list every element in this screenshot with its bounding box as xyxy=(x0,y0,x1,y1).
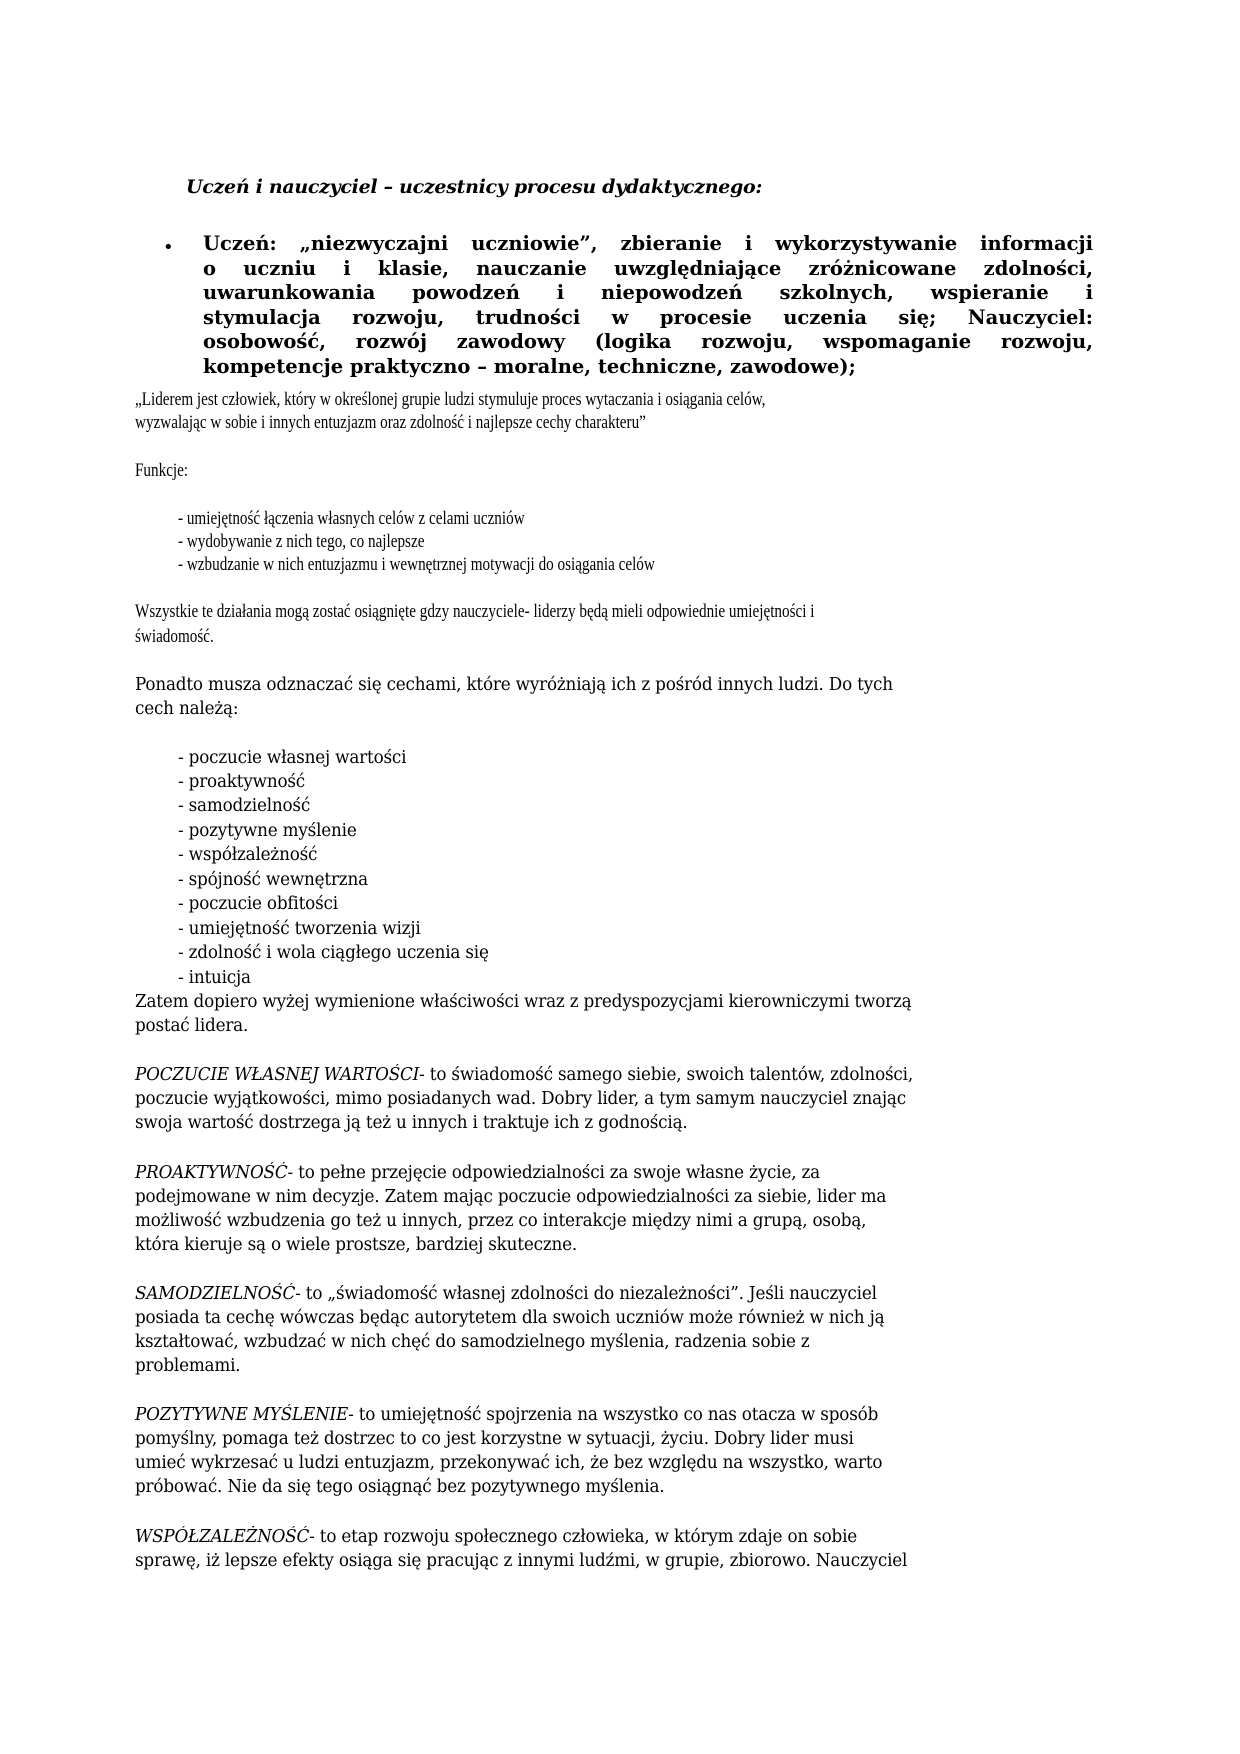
definition-line: która kieruje są o wiele prostsze, bardziej skuteczne. xyxy=(135,1235,578,1255)
bullet-line: osobowość, rozwój zawodowy (logika rozwoju, wspomaganie rozwoju, xyxy=(203,330,1093,353)
definition-text: - to umiejętność spojrzenia na wszystko co nas otacza w sposób xyxy=(348,1405,879,1425)
definition-samodzielnosc xyxy=(135,1284,877,1304)
definition-line: umieć wykrzesać u ludzi entuzjazm, przekonywać ich, że bez względu na wszystko, warto xyxy=(135,1453,883,1473)
definition-proaktywnosc xyxy=(135,1163,820,1183)
definition-poczucie-wlasnej-wartosci xyxy=(135,1065,913,1085)
trait-item: - intuicja xyxy=(178,968,251,988)
trait-item: - poczucie obfitości xyxy=(178,894,338,914)
trait-item: - zdolność i wola ciągłego uczenia się xyxy=(178,943,489,963)
quote-line: „Liderem jest człowiek, który w określonej grupie ludzi stymuluje proces wytaczania i osiągania celów, xyxy=(135,390,766,410)
definition-wspolzaleznosc xyxy=(135,1527,857,1547)
definition-text: - to pełne przejęcie odpowiedzialności za swoje własne życie, za xyxy=(287,1163,820,1183)
definition-line: podejmowane w nim decyzje. Zatem mając poczucie odpowiedzialności za siebie, lider ma xyxy=(135,1187,887,1207)
trait-item: - pozytywne myślenie xyxy=(178,821,357,841)
definition-line: swoja wartość dostrzega ją też u innych i traktuje ich z godnością. xyxy=(135,1113,688,1133)
bullet-line: stymulacja rozwoju, trudności w procesie uczenia się; Nauczyciel: xyxy=(203,305,1093,329)
trait-item: - poczucie własnej wartości xyxy=(178,748,407,768)
trait-item: - proaktywność xyxy=(178,772,306,792)
bullet-line: kompetencje praktyczno – moralne, techniczne, zawodowe); xyxy=(203,354,856,378)
trait-item: - umiejętność tworzenia wizji xyxy=(178,919,421,939)
definition-pozytywne-myslenie xyxy=(135,1405,878,1425)
summary-line: Wszystkie te działania mogą zostać osiągnięte gdzy nauczyciele- liderzy będą mieli odpowiednie umiejętności i xyxy=(135,602,815,622)
definition-text: - to etap rozwoju społecznego człowieka, w którym zdaje on sobie xyxy=(309,1527,858,1547)
function-item: - umiejętność łączenia własnych celów z celami uczniów xyxy=(178,509,525,529)
bullet-line: Uczeń: „niezwyczajni uczniowie”, zbieranie i wykorzystywanie informacji xyxy=(203,232,1093,255)
trait-item: - samodzielność xyxy=(178,796,311,816)
definition-line: pomyślny, pomaga też dostrzec to co jest korzystne w sytuacji, życiu. Dobry lider musi xyxy=(135,1429,854,1449)
definition-line: kształtować, wzbudzać w nich chęć do samodzielnego myślenia, radzenia sobie z xyxy=(135,1332,810,1352)
definition-term: SAMODZIELNOŚĆ xyxy=(135,1284,296,1304)
definition-line: możliwość wzbudzenia go też u innych, przez co interakcje między nimi a grupą, osobą, xyxy=(135,1211,867,1231)
definition-line: poczucie wyjątkowości, mimo posiadanych wad. Dobry lider, a tym samym nauczyciel znając xyxy=(135,1089,906,1109)
definition-term: PROAKTYWNOŚĆ xyxy=(135,1163,288,1183)
trait-item: - spójność wewnętrzna xyxy=(178,870,368,890)
conclusion-line: Zatem dopiero wyżej wymienione właściwości wraz z predyspozycjami kierowniczymi tworzą xyxy=(135,992,912,1012)
bullet-line: uwarunkowania powodzeń i niepowodzeń szkolnych, wspieranie i xyxy=(203,281,1093,304)
function-item: - wydobywanie z nich tego, co najlepsze xyxy=(178,532,425,552)
definition-text: - to „świadomość własnej zdolności do niezależności”. Jeśli nauczyciel xyxy=(295,1284,877,1304)
trait-item: - współzależność xyxy=(178,845,318,865)
definition-term: WSPÓŁZALEŻNOŚĆ xyxy=(135,1527,310,1547)
traits-intro-line: cech należą: xyxy=(135,699,239,719)
definition-line: posiada ta cechę wówczas będąc autorytetem dla swoich uczniów może również w nich ją xyxy=(135,1308,885,1328)
definition-line: sprawę, iż lepsze efekty osiąga się pracując z innymi ludźmi, w grupie, zbiorowo. Nauczyciel xyxy=(135,1551,908,1571)
functions-label: Funkcje: xyxy=(135,461,189,481)
definition-term: POZYTYWNE MYŚLENIE xyxy=(135,1405,349,1425)
conclusion-line: postać lidera. xyxy=(135,1016,249,1036)
definition-text: to świadomość samego siebie, swoich talentów, zdolności, xyxy=(424,1065,913,1085)
definition-line: problemami. xyxy=(135,1356,241,1376)
function-item: - wzbudzanie w nich entuzjazmu i wewnętrznej motywacji do osiągania celów xyxy=(178,555,655,575)
quote-line: wyzwalając w sobie i innych entuzjazm oraz zdolność i najlepsze cechy charakteru” xyxy=(135,413,646,433)
summary-line: świadomość. xyxy=(135,627,214,647)
traits-intro-line: Ponadto musza odznaczać się cechami, które wyróżniają ich z pośród innych ludzi. Do tych xyxy=(135,675,893,695)
bullet-line: o uczniu i klasie, nauczanie uwzględniające zróżnicowane zdolności, xyxy=(203,256,1093,280)
bullet-icon: • xyxy=(163,237,174,258)
document-title: Uczeń i nauczyciel – uczestnicy procesu dydaktycznego: xyxy=(186,176,763,198)
definition-term: POCZUCIE WŁASNEJ WARTOŚCI- xyxy=(135,1065,425,1085)
definition-line: próbować. Nie da się tego osiągnąć bez pozytywnego myślenia. xyxy=(135,1477,665,1497)
